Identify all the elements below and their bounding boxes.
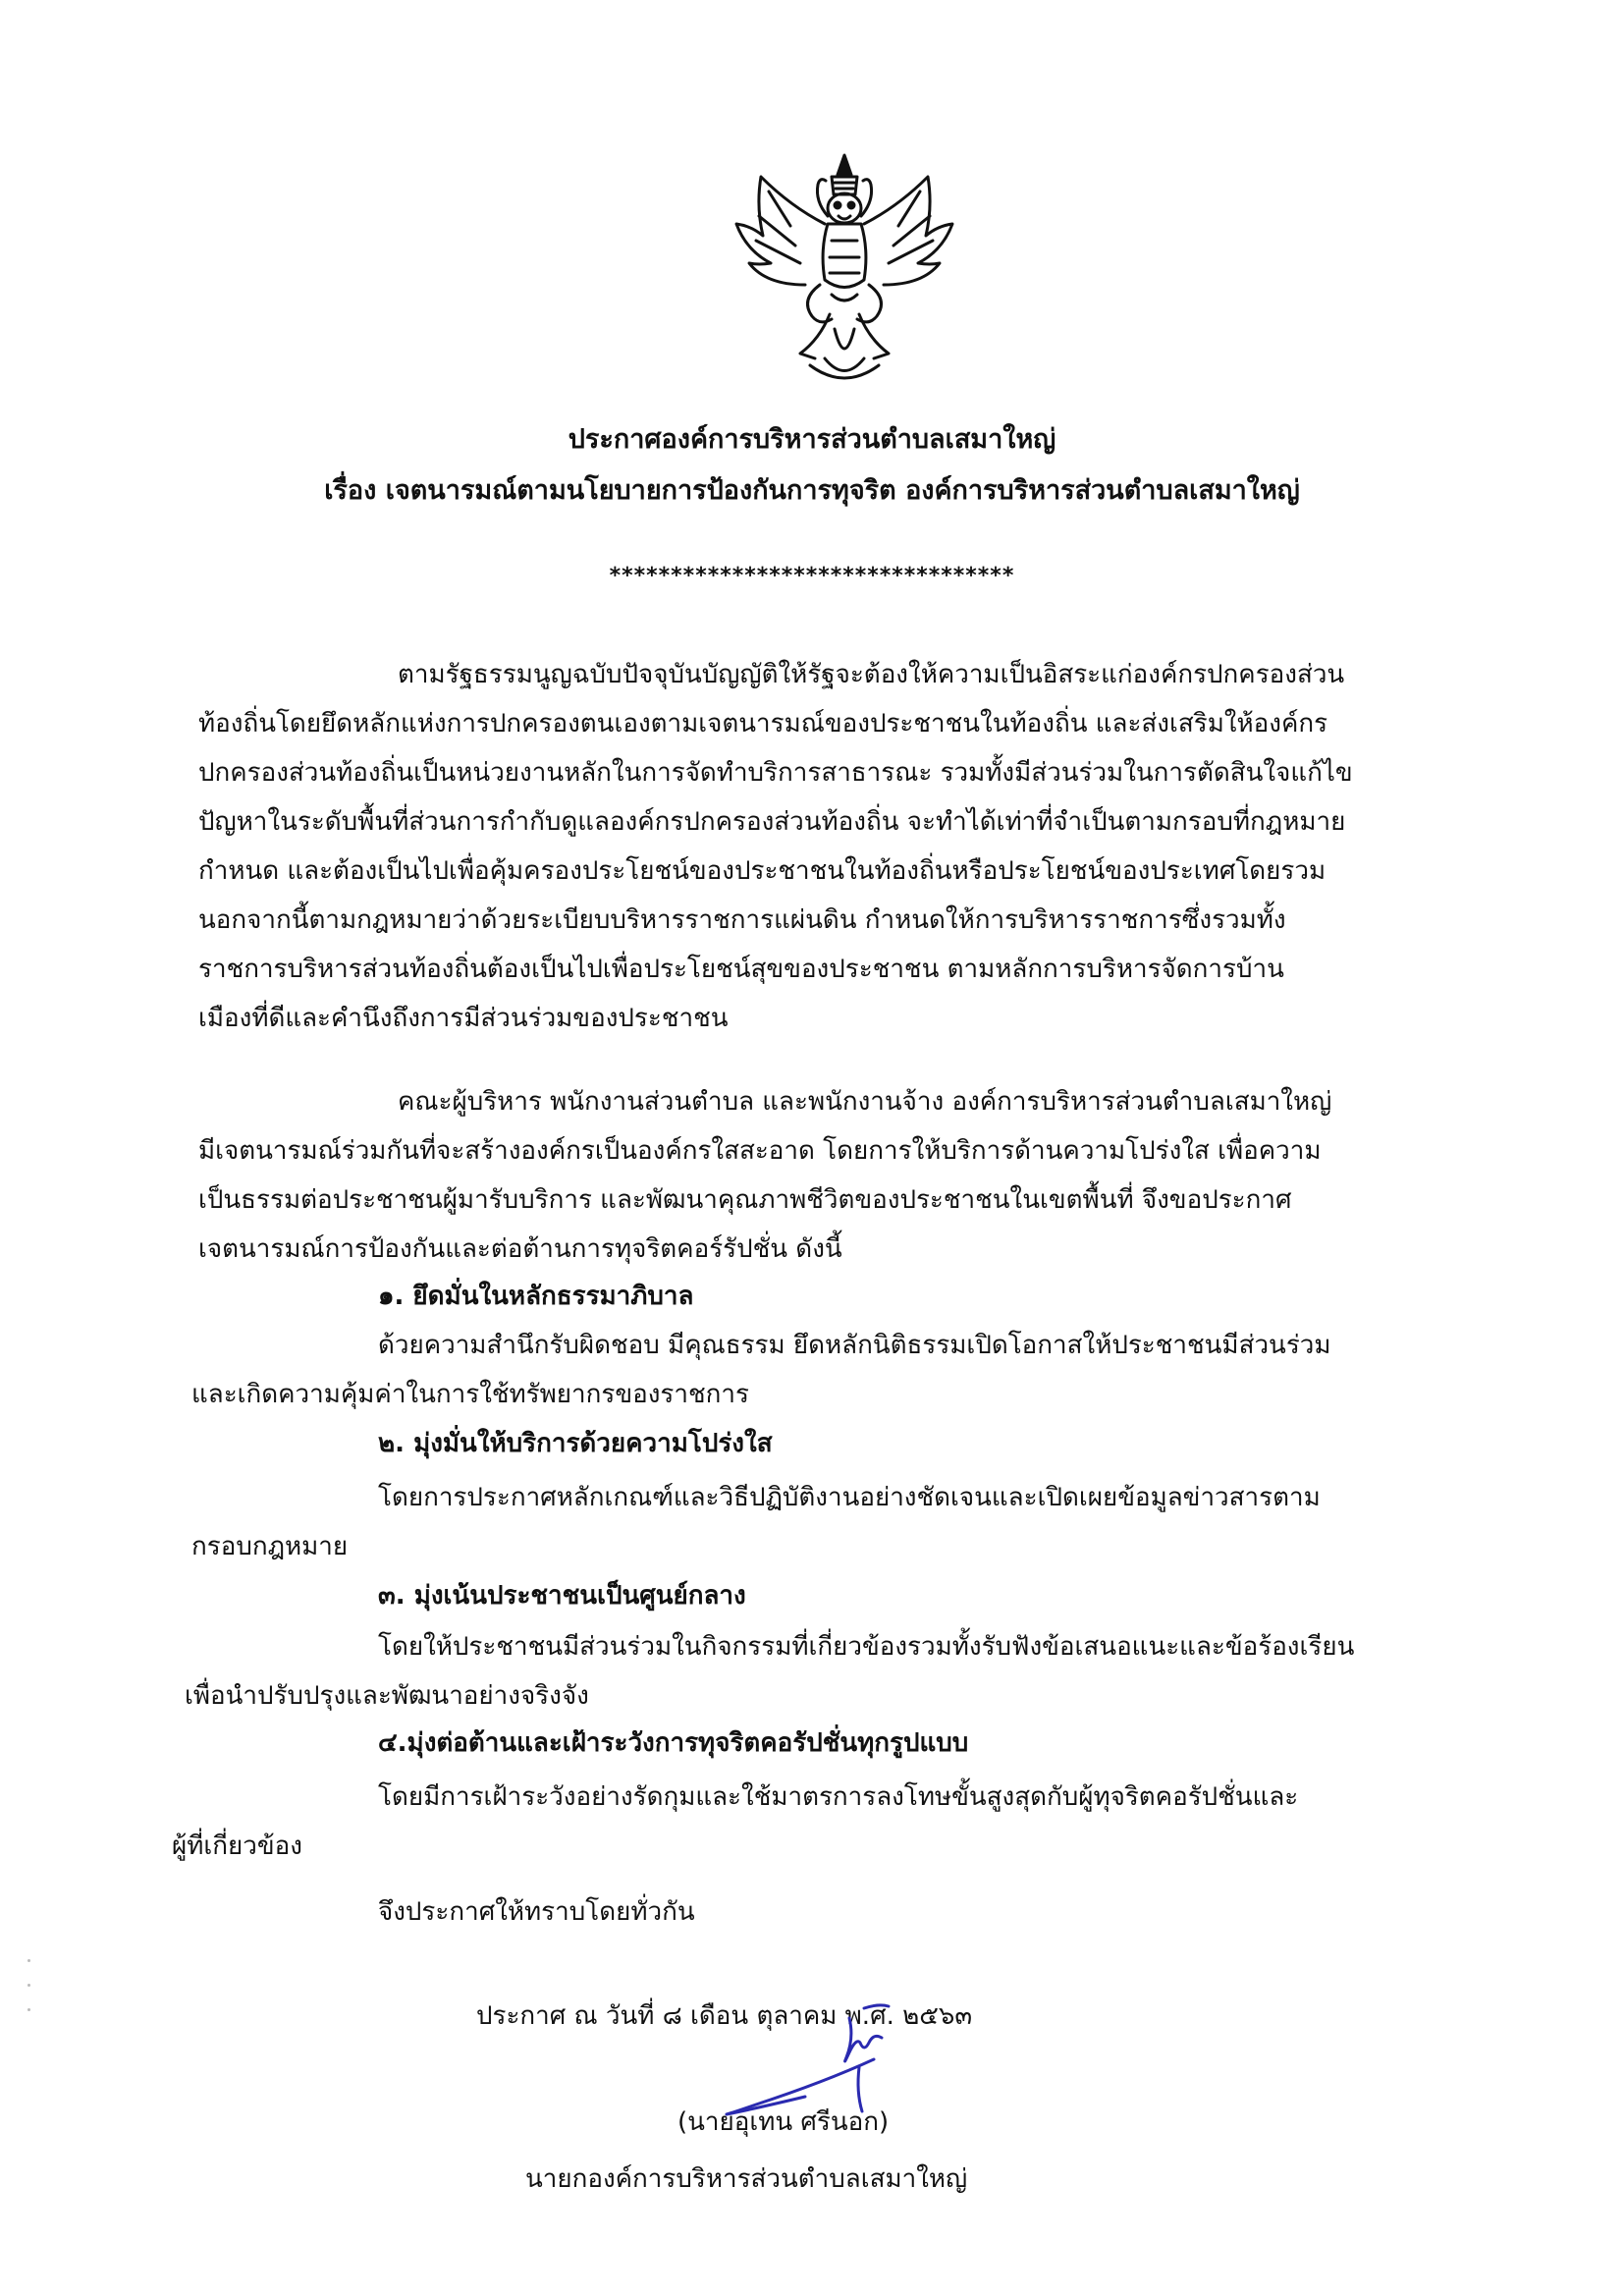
paragraph2-line: คณะผู้บริหาร พนักงานส่วนตำบล และพนักงานจ้าง องค์การบริหารส่วนตำบลเสมาใหญ่ [398, 1087, 1332, 1117]
item-line: กรอบกฎหมาย [191, 1532, 349, 1561]
separator-stars: ********************************* [609, 564, 1015, 588]
garuda-emblem-icon [722, 147, 967, 393]
item-line: โดยให้ประชาชนมีส่วนร่วมในกิจกรรมที่เกี่ยวข้องรวมทั้งรับฟังข้อเสนอแนะและข้อร้องเรียน [378, 1632, 1355, 1662]
item-line: ด้วยความสำนึกรับผิดชอบ มีคุณธรรม ยึดหลักนิติธรรมเปิดโอกาสให้ประชาชนมีส่วนร่วม [378, 1331, 1331, 1360]
item-line: โดยมีการเฝ้าระวังอย่างรัดกุมและใช้มาตรการลงโทษขั้นสูงสุดกับผู้ทุจริตคอรัปชั่นและ [378, 1782, 1299, 1812]
item-line: ผู้ที่เกี่ยวข้อง [172, 1831, 302, 1861]
announcement-title: ประกาศองค์การบริหารส่วนตำบลเสมาใหญ่ [568, 424, 1056, 455]
item-heading: ๓. มุ่งเน้นประชาชนเป็นศูนย์กลาง [378, 1581, 746, 1611]
paragraph2-line: เจตนารมณ์การป้องกันและต่อต้านการทุจริตคอร์รัปชั่น ดังนี้ [198, 1234, 842, 1264]
signer-position: นายกองค์การบริหารส่วนตำบลเสมาใหญ่ [525, 2164, 968, 2194]
announcement-date: ประกาศ ณ วันที่ ๘ เดือน ตุลาคม พ.ศ. ๒๕๖๓ [476, 2001, 973, 2031]
paragraph2-line: มีเจตนารมณ์ร่วมกันที่จะสร้างองค์กรเป็นองค์กรใสสะอาด โดยการให้บริการด้านความโปร่งใส เพื่อความ [198, 1136, 1322, 1166]
paragraph1-line: ตามรัฐธรรมนูญฉบับปัจจุบันบัญญัติให้รัฐจะต้องให้ความเป็นอิสระแก่องค์กรปกครองส่วน [398, 660, 1345, 689]
paragraph2-line: เป็นธรรมต่อประชาชนผู้มารับบริการ และพัฒนาคุณภาพชีวิตของประชาชนในเขตพื้นที่ จึงขอประกาศ [198, 1185, 1292, 1215]
item-heading: ๒. มุ่งมั่นให้บริการด้วยความโปร่งใส [378, 1429, 773, 1458]
item-line: เพื่อนำปรับปรุงและพัฒนาอย่างจริงจัง [185, 1681, 589, 1711]
paragraph1-line: ราชการบริหารส่วนท้องถิ่นต้องเป็นไปเพื่อประโยชน์สุขของประชาชน ตามหลักการบริหารจัดการบ้าน [198, 955, 1284, 984]
announcement-subject: เรื่อง เจตนารมณ์ตามนโยบายการป้องกันการทุจริต องค์การบริหารส่วนตำบลเสมาใหญ่ [324, 475, 1300, 506]
item-line: และเกิดความคุ้มค่าในการใช้ทรัพยากรของราชการ [191, 1380, 749, 1409]
scan-speck [27, 2008, 30, 2011]
scan-speck [27, 1959, 30, 1962]
item-heading: ๔.มุ่งต่อต้านและเฝ้าระวังการทุจริตคอรัปชั่นทุกรูปแบบ [378, 1728, 969, 1758]
paragraph1-line: กำหนด และต้องเป็นไปเพื่อคุ้มครองประโยชน์ของประชาชนในท้องถิ่นหรือประโยชน์ของประเทศโดยรวม [198, 856, 1326, 886]
item-heading: ๑. ยึดมั่นในหลักธรรมาภิบาล [378, 1282, 694, 1311]
signer-name: (นายอุเทน ศรีนอก) [677, 2107, 890, 2137]
paragraph1-line: นอกจากนี้ตามกฎหมายว่าด้วยระเบียบบริหารราชการแผ่นดิน กำหนดให้การบริหารราชการซึ่งรวมทั้ง [198, 905, 1286, 935]
item-line: โดยการประกาศหลักเกณฑ์และวิธีปฏิบัติงานอย่างชัดเจนและเปิดเผยข้อมูลข่าวสารตาม [378, 1483, 1321, 1512]
paragraph1-line: ปัญหาในระดับพื้นที่ส่วนการกำกับดูแลองค์กรปกครองส่วนท้องถิ่น จะทำได้เท่าที่จำเป็นตามกรอบที่กฎหมาย [198, 807, 1346, 837]
paragraph1-line: ท้องถิ่นโดยยึดหลักแห่งการปกครองตนเองตามเจตนารมณ์ของประชาชนในท้องถิ่น และส่งเสริมให้องค์กร [198, 709, 1328, 738]
paragraph1-line: ปกครองส่วนท้องถิ่นเป็นหน่วยงานหลักในการจัดทำบริการสาธารณะ รวมทั้งมีส่วนร่วมในการตัดสินใจแก้ไข [198, 758, 1353, 788]
closing-statement: จึงประกาศให้ทราบโดยทั่วกัน [378, 1897, 695, 1927]
paragraph1-line: เมืองที่ดีและคำนึงถึงการมีส่วนร่วมของประชาชน [198, 1004, 729, 1033]
scan-speck [27, 1984, 30, 1987]
